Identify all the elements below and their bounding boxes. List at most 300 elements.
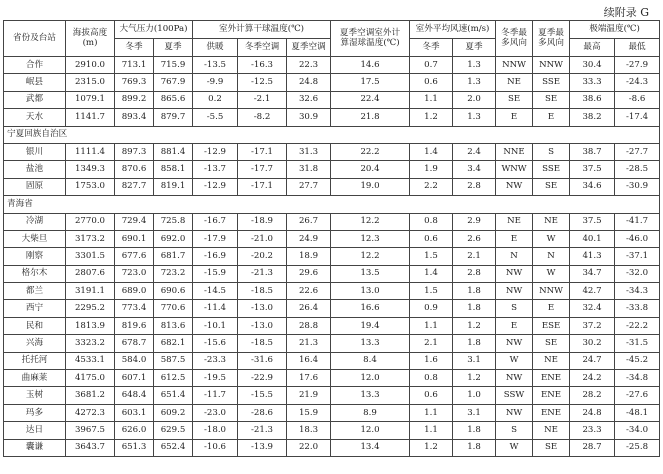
- section-label: 青海省: [4, 196, 660, 213]
- table-cell: -48.1: [615, 404, 660, 421]
- station-name-cell: 玛多: [4, 404, 66, 421]
- table-cell: 26.7: [287, 213, 331, 230]
- table-cell: 24.8: [570, 404, 615, 421]
- header-wind-speed: 室外平均风速(m/s): [410, 21, 496, 39]
- table-row: [4, 404, 660, 421]
- table-cell: 1753.0: [66, 178, 115, 195]
- table-cell: 4175.0: [66, 370, 115, 387]
- table-cell: 0.8: [410, 213, 453, 230]
- table-row: [4, 422, 660, 439]
- table-cell: 4533.1: [66, 352, 115, 369]
- table-cell: 0.7: [410, 57, 453, 74]
- section-label: 宁夏回族自治区: [4, 126, 660, 143]
- table-cell: -28.6: [238, 404, 287, 421]
- table-cell: 16.6: [331, 300, 410, 317]
- table-cell: E: [533, 300, 570, 317]
- station-name-cell: 格尔木: [4, 265, 66, 282]
- table-cell: W: [533, 230, 570, 247]
- table-cell: 42.7: [570, 283, 615, 300]
- station-name-cell: 大柴旦: [4, 230, 66, 247]
- table-cell: 584.0: [115, 352, 154, 369]
- table-cell: 1.8: [453, 335, 496, 352]
- table-row: [4, 161, 660, 178]
- table-cell: -17.7: [238, 161, 287, 178]
- table-cell: -18.9: [238, 213, 287, 230]
- table-cell: 725.8: [154, 213, 193, 230]
- table-cell: E: [533, 109, 570, 126]
- table-cell: 3323.2: [66, 335, 115, 352]
- table-cell: 13.0: [331, 283, 410, 300]
- table-cell: 1.8: [453, 422, 496, 439]
- table-cell: 893.4: [115, 109, 154, 126]
- station-name-cell: 囊谦: [4, 439, 66, 456]
- table-cell: -11.4: [193, 300, 238, 317]
- table-cell: 31.3: [287, 143, 331, 160]
- table-cell: 24.9: [287, 230, 331, 247]
- table-cell: 1.2: [453, 317, 496, 334]
- table-cell: 27.7: [287, 178, 331, 195]
- table-cell: NE: [533, 213, 570, 230]
- table-cell: 770.6: [154, 300, 193, 317]
- table-cell: 879.7: [154, 109, 193, 126]
- table-cell: 4272.3: [66, 404, 115, 421]
- table-cell: 1.1: [410, 317, 453, 334]
- table-row: [4, 283, 660, 300]
- table-cell: 34.7: [570, 265, 615, 282]
- table-cell: 21.3: [287, 335, 331, 352]
- table-cell: SE: [533, 335, 570, 352]
- climate-data-table: [3, 20, 660, 457]
- table-cell: 3.1: [453, 352, 496, 369]
- table-cell: 678.7: [115, 335, 154, 352]
- table-cell: -14.5: [193, 283, 238, 300]
- table-cell: -17.1: [238, 143, 287, 160]
- table-cell: 40.1: [570, 230, 615, 247]
- table-cell: 34.6: [570, 178, 615, 195]
- table-cell: 22.2: [331, 143, 410, 160]
- header-summer-wind-direction: 夏季最 多风向: [533, 21, 570, 57]
- table-cell: 0.8: [410, 370, 453, 387]
- table-cell: 769.3: [115, 74, 154, 91]
- table-cell: 12.0: [331, 370, 410, 387]
- table-cell: 21.8: [331, 109, 410, 126]
- table-cell: 3191.1: [66, 283, 115, 300]
- table-cell: 13.5: [331, 265, 410, 282]
- table-cell: 607.1: [115, 370, 154, 387]
- table-cell: 729.4: [115, 213, 154, 230]
- table-cell: NW: [496, 404, 533, 421]
- table-cell: -13.9: [238, 439, 287, 456]
- table-cell: 12.2: [331, 213, 410, 230]
- table-cell: -21.0: [238, 230, 287, 247]
- table-cell: 13.3: [331, 387, 410, 404]
- table-row: [4, 265, 660, 282]
- table-cell: 3173.2: [66, 230, 115, 247]
- table-cell: NE: [533, 422, 570, 439]
- table-cell: 1.2: [453, 370, 496, 387]
- header-wetbulb: 夏季空调室外计 算湿球温度(℃): [331, 21, 410, 57]
- header-station: 省份及台站: [4, 21, 66, 57]
- table-cell: 1.8: [453, 439, 496, 456]
- table-cell: 3.4: [453, 161, 496, 178]
- table-row: [4, 74, 660, 91]
- table-cell: 17.5: [331, 74, 410, 91]
- table-cell: W: [496, 439, 533, 456]
- station-name-cell: 盐池: [4, 161, 66, 178]
- table-cell: 8.9: [331, 404, 410, 421]
- table-cell: 26.4: [287, 300, 331, 317]
- table-cell: 24.8: [287, 74, 331, 91]
- table-cell: SSE: [533, 161, 570, 178]
- station-name-cell: 民和: [4, 317, 66, 334]
- table-cell: -5.5: [193, 109, 238, 126]
- table-row: [4, 317, 660, 334]
- table-cell: SSE: [533, 74, 570, 91]
- table-row: [4, 57, 660, 74]
- table-cell: -34.8: [615, 370, 660, 387]
- header-altitude: 海拔高度 (m): [66, 21, 115, 57]
- table-cell: 609.2: [154, 404, 193, 421]
- table-cell: -45.2: [615, 352, 660, 369]
- table-cell: 38.7: [570, 143, 615, 160]
- table-cell: -23.3: [193, 352, 238, 369]
- table-cell: 612.5: [154, 370, 193, 387]
- table-cell: -13.7: [193, 161, 238, 178]
- station-name-cell: 岷县: [4, 74, 66, 91]
- station-name-cell: 兴海: [4, 335, 66, 352]
- table-cell: -17.1: [238, 178, 287, 195]
- station-name-cell: 冷湖: [4, 213, 66, 230]
- table-cell: 2.0: [453, 91, 496, 108]
- table-cell: SSW: [496, 387, 533, 404]
- station-name-cell: 银川: [4, 143, 66, 160]
- header-summer-ac: 夏季空调: [287, 39, 331, 57]
- table-cell: ENE: [533, 404, 570, 421]
- table-cell: 677.6: [115, 248, 154, 265]
- table-cell: NW: [496, 370, 533, 387]
- table-cell: 870.6: [115, 161, 154, 178]
- table-cell: -11.7: [193, 387, 238, 404]
- table-cell: E: [496, 109, 533, 126]
- table-cell: 629.5: [154, 422, 193, 439]
- table-cell: -18.5: [238, 283, 287, 300]
- table-cell: NNW: [533, 283, 570, 300]
- table-cell: 2.6: [453, 230, 496, 247]
- table-cell: -13.0: [238, 317, 287, 334]
- table-cell: 20.4: [331, 161, 410, 178]
- header-wind-winter: 冬季: [410, 39, 453, 57]
- table-cell: 1.2: [410, 109, 453, 126]
- table-cell: 899.2: [115, 91, 154, 108]
- table-cell: 0.6: [410, 74, 453, 91]
- table-cell: NW: [496, 178, 533, 195]
- table-body: [4, 57, 660, 457]
- table-cell: 31.8: [287, 161, 331, 178]
- table-cell: 17.6: [287, 370, 331, 387]
- table-cell: 2.8: [453, 265, 496, 282]
- table-cell: 1.9: [410, 161, 453, 178]
- table-cell: 651.3: [115, 439, 154, 456]
- table-cell: 626.0: [115, 422, 154, 439]
- table-cell: 30.2: [570, 335, 615, 352]
- table-cell: -18.0: [193, 422, 238, 439]
- table-cell: 652.4: [154, 439, 193, 456]
- table-cell: NNW: [496, 57, 533, 74]
- table-cell: 1.5: [410, 283, 453, 300]
- section-row: [4, 196, 660, 213]
- table-cell: -31.5: [615, 335, 660, 352]
- appendix-continuation-note: 续附录 G: [603, 6, 649, 19]
- table-cell: 1.8: [453, 283, 496, 300]
- table-cell: -34.3: [615, 283, 660, 300]
- table-cell: -17.9: [193, 230, 238, 247]
- table-cell: 16.4: [287, 352, 331, 369]
- table-cell: -24.3: [615, 74, 660, 91]
- table-cell: -32.0: [615, 265, 660, 282]
- table-cell: 24.7: [570, 352, 615, 369]
- table-cell: 14.6: [331, 57, 410, 74]
- header-pressure-summer: 夏季: [154, 39, 193, 57]
- table-cell: 827.7: [115, 178, 154, 195]
- table-cell: S: [496, 422, 533, 439]
- table-cell: -23.0: [193, 404, 238, 421]
- table-row: [4, 335, 660, 352]
- table-cell: -21.3: [238, 422, 287, 439]
- table-row: [4, 91, 660, 108]
- table-cell: 1.3: [453, 74, 496, 91]
- table-cell: 603.1: [115, 404, 154, 421]
- table-cell: W: [496, 352, 533, 369]
- table-cell: 1.3: [453, 57, 496, 74]
- table-cell: 682.1: [154, 335, 193, 352]
- header-winter-wind-direction: 冬季最 多风向: [496, 21, 533, 57]
- table-cell: SE: [496, 91, 533, 108]
- table-cell: -13.0: [238, 300, 287, 317]
- table-cell: 723.0: [115, 265, 154, 282]
- table-cell: 897.3: [115, 143, 154, 160]
- table-cell: 2.4: [453, 143, 496, 160]
- table-cell: 689.0: [115, 283, 154, 300]
- station-name-cell: 西宁: [4, 300, 66, 317]
- table-cell: W: [533, 265, 570, 282]
- header-pressure-winter: 冬季: [115, 39, 154, 57]
- table-cell: 28.7: [570, 439, 615, 456]
- table-cell: -41.7: [615, 213, 660, 230]
- table-cell: -28.5: [615, 161, 660, 178]
- table-cell: 0.6: [410, 230, 453, 247]
- header-heating: 供暖: [193, 39, 238, 57]
- table-cell: -18.5: [238, 335, 287, 352]
- table-cell: 0.2: [193, 91, 238, 108]
- table-cell: 819.1: [154, 178, 193, 195]
- table-cell: NNE: [496, 143, 533, 160]
- table-cell: 12.2: [331, 248, 410, 265]
- table-cell: -15.9: [193, 265, 238, 282]
- table-cell: 19.0: [331, 178, 410, 195]
- table-cell: 2.2: [410, 178, 453, 195]
- table-cell: 37.5: [570, 161, 615, 178]
- table-cell: NW: [496, 265, 533, 282]
- table-cell: -30.9: [615, 178, 660, 195]
- table-cell: -15.6: [193, 335, 238, 352]
- table-cell: 3681.2: [66, 387, 115, 404]
- table-cell: 41.3: [570, 248, 615, 265]
- header-extreme-min: 最低: [615, 39, 660, 57]
- table-cell: -37.1: [615, 248, 660, 265]
- table-cell: -22.9: [238, 370, 287, 387]
- table-cell: -8.2: [238, 109, 287, 126]
- header-winter-ac: 冬季空调: [238, 39, 287, 57]
- station-name-cell: 合作: [4, 57, 66, 74]
- table-cell: 1813.9: [66, 317, 115, 334]
- table-cell: -17.4: [615, 109, 660, 126]
- station-name-cell: 达日: [4, 422, 66, 439]
- table-cell: 18.3: [287, 422, 331, 439]
- table-row: [4, 248, 660, 265]
- table-cell: 690.1: [115, 230, 154, 247]
- table-cell: -31.6: [238, 352, 287, 369]
- table-cell: 587.5: [154, 352, 193, 369]
- header-wind-summer: 夏季: [453, 39, 496, 57]
- table-cell: E: [496, 317, 533, 334]
- table-row: [4, 370, 660, 387]
- table-cell: -12.5: [238, 74, 287, 91]
- table-row: [4, 213, 660, 230]
- table-cell: 21.9: [287, 387, 331, 404]
- table-cell: 22.0: [287, 439, 331, 456]
- table-cell: 1.4: [410, 143, 453, 160]
- table-cell: 690.6: [154, 283, 193, 300]
- table-cell: 1.1: [410, 91, 453, 108]
- table-cell: WNW: [496, 161, 533, 178]
- table-cell: 2.8: [453, 178, 496, 195]
- table-cell: 37.2: [570, 317, 615, 334]
- table-cell: 33.3: [570, 74, 615, 91]
- table-cell: -27.7: [615, 143, 660, 160]
- table-cell: -10.6: [193, 439, 238, 456]
- table-cell: 1.0: [453, 387, 496, 404]
- table-cell: 24.2: [570, 370, 615, 387]
- table-cell: SE: [533, 178, 570, 195]
- table-cell: 692.0: [154, 230, 193, 247]
- table-cell: 865.6: [154, 91, 193, 108]
- table-cell: 30.9: [287, 109, 331, 126]
- station-name-cell: 托托河: [4, 352, 66, 369]
- table-cell: 715.9: [154, 57, 193, 74]
- table-cell: 1.5: [410, 248, 453, 265]
- table-cell: 37.5: [570, 213, 615, 230]
- table-cell: 18.9: [287, 248, 331, 265]
- table-cell: 12.0: [331, 422, 410, 439]
- table-cell: 29.6: [287, 265, 331, 282]
- table-cell: -25.8: [615, 439, 660, 456]
- table-cell: 2807.6: [66, 265, 115, 282]
- table-cell: -46.0: [615, 230, 660, 247]
- table-cell: 881.4: [154, 143, 193, 160]
- table-row: [4, 178, 660, 195]
- table-cell: 28.8: [287, 317, 331, 334]
- table-cell: -34.0: [615, 422, 660, 439]
- table-cell: 813.6: [154, 317, 193, 334]
- table-cell: -19.5: [193, 370, 238, 387]
- table-cell: 648.4: [115, 387, 154, 404]
- header-extreme-temperature: 极端温度(℃): [570, 21, 660, 39]
- table-cell: 0.9: [410, 300, 453, 317]
- station-name-cell: 玉树: [4, 387, 66, 404]
- table-cell: 1.1: [410, 404, 453, 421]
- table-cell: -16.3: [238, 57, 287, 74]
- table-cell: -8.6: [615, 91, 660, 108]
- table-cell: 1.8: [453, 300, 496, 317]
- station-name-cell: 固原: [4, 178, 66, 195]
- table-cell: SE: [533, 439, 570, 456]
- table-row: [4, 230, 660, 247]
- table-cell: 3.1: [453, 404, 496, 421]
- table-cell: 1141.7: [66, 109, 115, 126]
- table-cell: E: [496, 230, 533, 247]
- table-cell: NE: [496, 213, 533, 230]
- table-cell: 2.9: [453, 213, 496, 230]
- table-cell: 1.4: [410, 265, 453, 282]
- table-cell: 1.6: [410, 352, 453, 369]
- table-cell: 2295.2: [66, 300, 115, 317]
- table-cell: 38.2: [570, 109, 615, 126]
- table-cell: -27.6: [615, 387, 660, 404]
- header-extreme-max: 最高: [570, 39, 615, 57]
- table-cell: -16.9: [193, 248, 238, 265]
- table-row: [4, 300, 660, 317]
- table-cell: 15.9: [287, 404, 331, 421]
- table-cell: 1.1: [410, 422, 453, 439]
- table-cell: 2.1: [410, 335, 453, 352]
- table-cell: 1.2: [410, 439, 453, 456]
- table-cell: 12.3: [331, 230, 410, 247]
- table-cell: -15.5: [238, 387, 287, 404]
- table-cell: 723.2: [154, 265, 193, 282]
- table-cell: 1349.3: [66, 161, 115, 178]
- table-cell: 0.6: [410, 387, 453, 404]
- table-row: [4, 352, 660, 369]
- station-name-cell: 刚察: [4, 248, 66, 265]
- table-row: [4, 109, 660, 126]
- table-cell: 3643.7: [66, 439, 115, 456]
- table-cell: -21.3: [238, 265, 287, 282]
- station-name-cell: 武都: [4, 91, 66, 108]
- table-cell: -33.8: [615, 300, 660, 317]
- table-cell: 1111.4: [66, 143, 115, 160]
- table-cell: NW: [496, 283, 533, 300]
- table-cell: 1079.1: [66, 91, 115, 108]
- table-cell: 1.3: [453, 109, 496, 126]
- table-cell: 13.3: [331, 335, 410, 352]
- table-cell: 28.2: [570, 387, 615, 404]
- station-name-cell: 天水: [4, 109, 66, 126]
- table-cell: -12.9: [193, 178, 238, 195]
- table-cell: N: [533, 248, 570, 265]
- table-cell: 858.1: [154, 161, 193, 178]
- table-row: [4, 439, 660, 456]
- table-cell: -20.2: [238, 248, 287, 265]
- table-cell: -22.2: [615, 317, 660, 334]
- table-cell: 2315.0: [66, 74, 115, 91]
- table-cell: -13.5: [193, 57, 238, 74]
- table-cell: 23.3: [570, 422, 615, 439]
- table-cell: S: [533, 143, 570, 160]
- table-cell: 3301.5: [66, 248, 115, 265]
- table-row: [4, 387, 660, 404]
- header-drybulb: 室外计算干球温度(℃): [193, 21, 331, 39]
- table-cell: NE: [496, 74, 533, 91]
